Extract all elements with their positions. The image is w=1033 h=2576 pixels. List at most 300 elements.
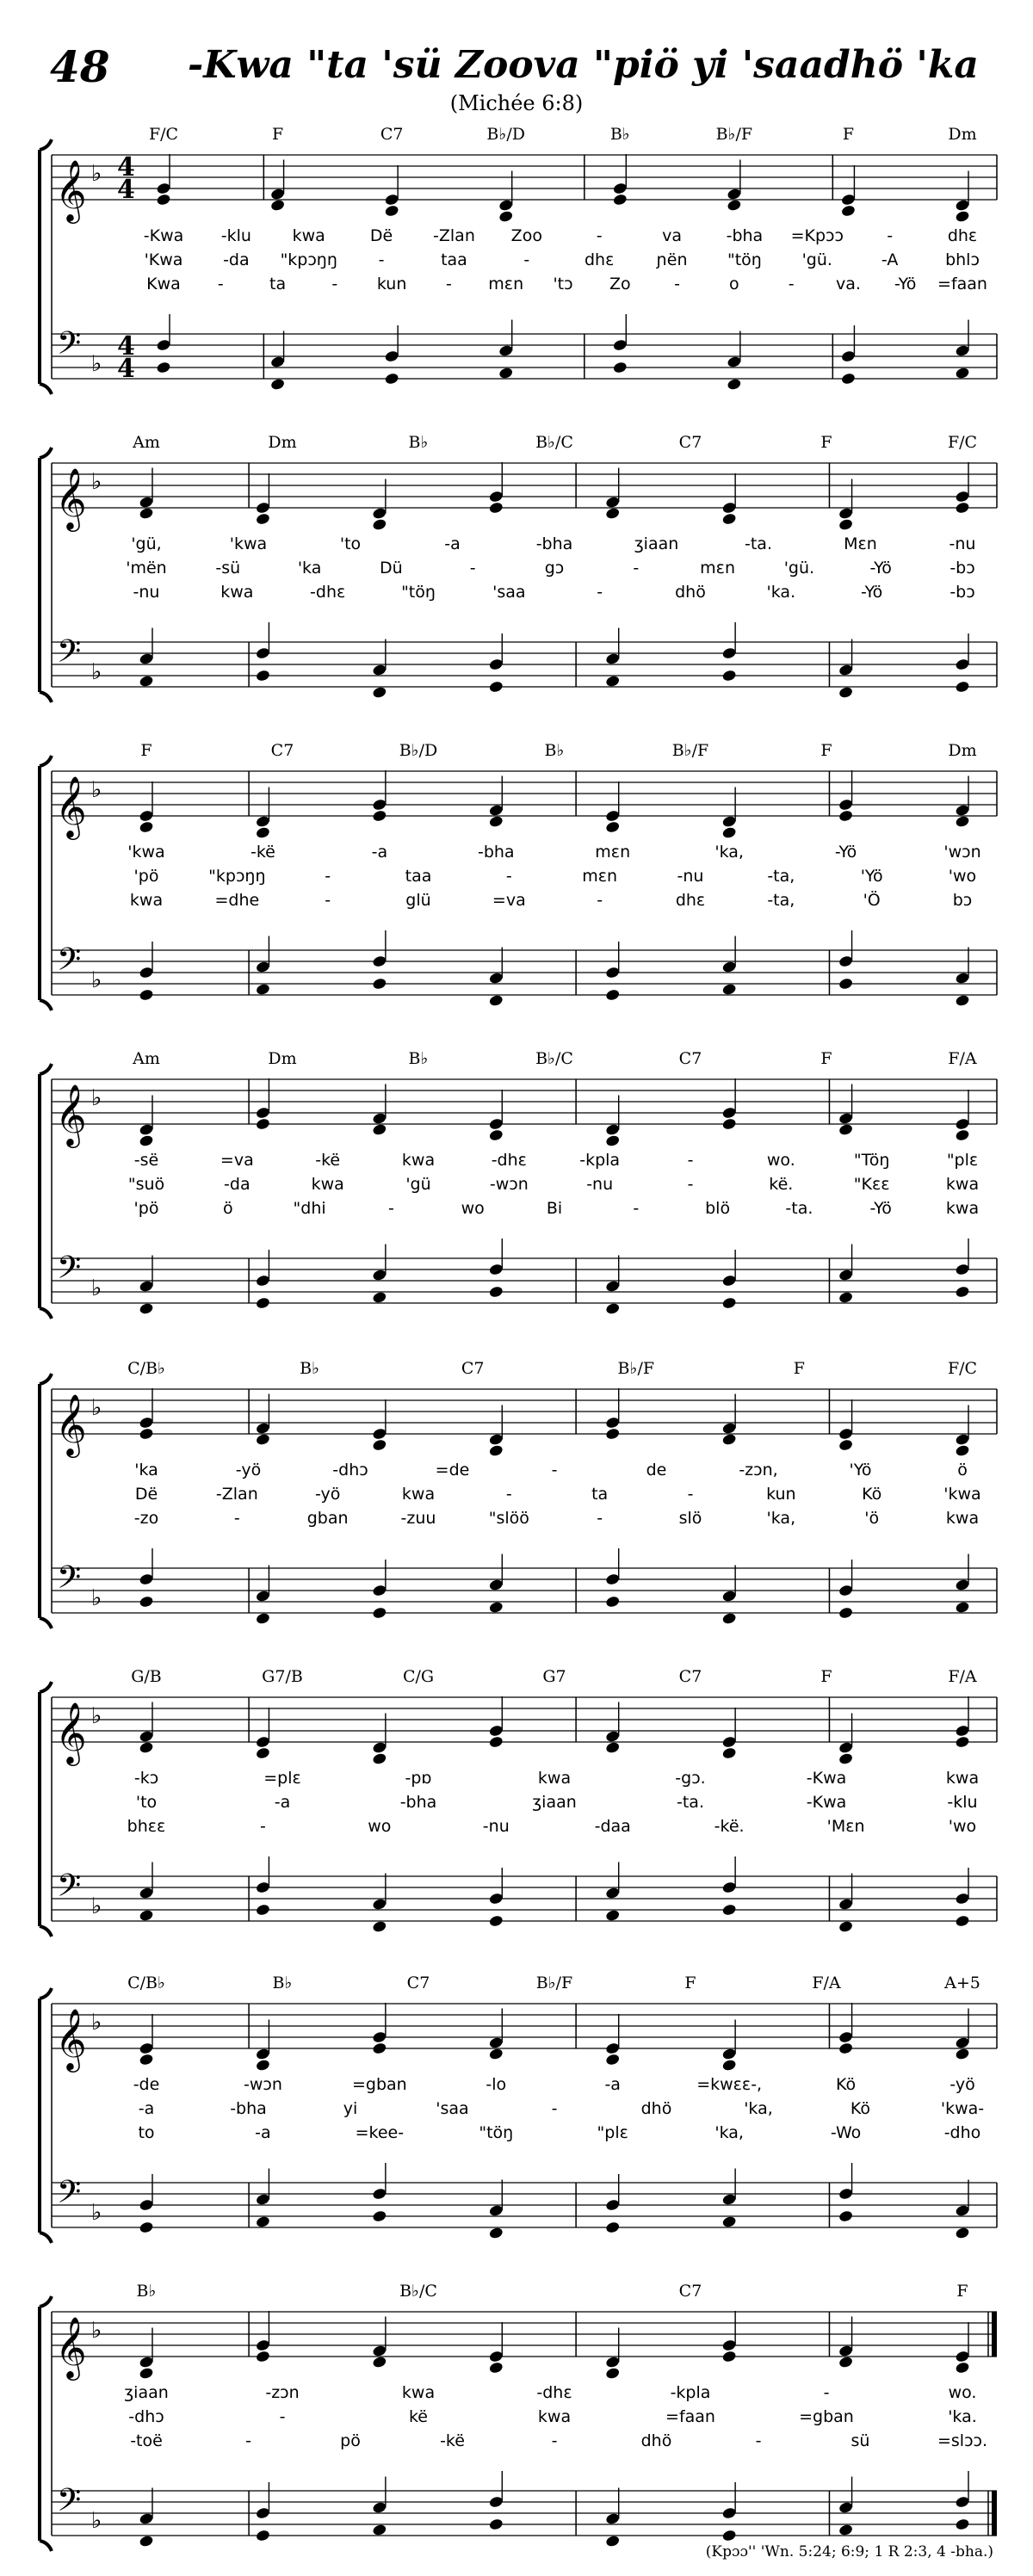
lyric-syllable: ta — [269, 275, 287, 293]
key-signature-flat: ♭ — [91, 967, 102, 993]
lyric-syllable: kun — [766, 1485, 796, 1504]
treble-note-head — [721, 1422, 737, 1435]
lyric-syllable: -zɔn, — [739, 1461, 778, 1480]
lyric-syllable: - — [523, 250, 530, 269]
bass-note-head — [838, 2209, 854, 2222]
bass-note-head — [838, 1606, 854, 1619]
bass-note-head — [372, 977, 387, 990]
chord-symbol: B♭ — [408, 433, 429, 452]
treble-note-head — [838, 2356, 854, 2369]
hymn-number: 48 — [50, 41, 110, 92]
lyric-syllable: -Kwa — [806, 1769, 847, 1788]
lyric-syllable: "plɛ — [946, 1151, 979, 1170]
bass-note-head — [488, 2204, 504, 2217]
time-signature-top: 4 — [117, 331, 135, 361]
lyric-syllable: -ta, — [767, 867, 795, 886]
bass-note-head — [721, 2529, 737, 2542]
bass-clef: 𝄢 — [57, 1868, 82, 1912]
lyric-syllable: dhɛ — [584, 250, 615, 269]
bass-note-head — [721, 1274, 737, 1287]
lyric-syllable: 'wɔn — [943, 843, 981, 862]
treble-note-head — [605, 2042, 621, 2054]
lyric-syllable: -lo — [486, 2075, 507, 2094]
bass-note-head — [488, 972, 504, 985]
lyric-syllable: =Kpɔɔ — [790, 226, 844, 245]
treble-note-head — [372, 1123, 387, 1136]
lyric-syllable: wo. — [766, 1151, 795, 1170]
lyric-syllable: ʒiaan — [532, 1793, 577, 1812]
chord-symbol: F/C — [947, 433, 978, 452]
lyric-syllable: 'saa — [436, 2099, 469, 2118]
lyric-syllable: - — [387, 1199, 394, 1218]
lyric-syllable: 'kwa — [127, 843, 165, 862]
lyric-syllable: taa — [405, 867, 432, 886]
key-signature-flat: ♭ — [91, 1395, 102, 1421]
bass-note-head — [838, 1920, 854, 1933]
chord-symbol: B♭/D — [486, 125, 525, 144]
treble-note-head — [721, 2059, 737, 2072]
bass-note-head — [721, 1903, 737, 1916]
lyric-syllable: 'Kwa — [144, 250, 183, 269]
bass-note-head — [955, 680, 970, 693]
chord-symbol: C7 — [461, 1359, 485, 1378]
treble-note-head — [139, 1416, 154, 1429]
bass-note-head — [955, 1285, 970, 1298]
bass-note-head — [372, 1898, 387, 1911]
chord-symbol: B♭ — [300, 1359, 320, 1378]
chord-symbol: F — [820, 433, 832, 452]
bass-note-head — [955, 658, 970, 670]
bass-clef: 𝄢 — [57, 2174, 82, 2218]
treble-note-head — [838, 507, 854, 520]
lyric-syllable: =plɛ — [263, 1769, 301, 1788]
bass-note-head — [955, 1892, 970, 1905]
lyric-syllable: 'kwa — [943, 1485, 981, 1504]
lyric-syllable: -yö — [235, 1461, 262, 1480]
bass-note-head — [488, 2517, 504, 2530]
bass-note-head — [255, 983, 270, 996]
lyric-syllable: =slɔɔ. — [937, 2431, 988, 2450]
lyric-syllable: 'Yö — [860, 867, 883, 886]
bass-note-head — [605, 1280, 621, 1293]
treble-clef: 𝄞 — [55, 1701, 87, 1764]
lyric-syllable: -Kwa — [143, 226, 184, 245]
bass-note-head — [488, 658, 504, 670]
lyric-syllable: - — [687, 1151, 694, 1170]
lyric-syllable: - — [687, 1175, 694, 1194]
treble-note-head — [605, 507, 621, 520]
treble-note-head — [488, 1735, 504, 1748]
treble-clef: 𝄞 — [55, 1083, 87, 1146]
lyric-syllable: o — [729, 275, 739, 293]
treble-note-head — [721, 826, 737, 839]
bass-note-head — [721, 1881, 737, 1893]
treble-note-head — [605, 2367, 621, 2380]
treble-note-head — [139, 2356, 154, 2369]
lyric-syllable: -nu — [133, 583, 160, 602]
lyric-syllable: -Yö — [894, 275, 917, 293]
lyric-syllable: "slöö — [488, 1509, 529, 1528]
bass-note-head — [139, 1280, 154, 1293]
bass-note-head — [605, 1302, 621, 1315]
lyric-syllable: kwa — [945, 1769, 980, 1788]
lyric-syllable: -gɔ. — [675, 1769, 706, 1788]
bass-note-head — [139, 1572, 154, 1585]
bass-note-head — [605, 1909, 621, 1922]
treble-note-head — [255, 815, 270, 828]
lyric-syllable: Kwa — [146, 275, 181, 293]
bass-note-head — [605, 1887, 621, 1900]
bass-note-head — [605, 966, 621, 979]
bass-note-head — [255, 961, 270, 973]
bass-note-head — [488, 1578, 504, 1591]
lyric-syllable: "suö — [127, 1175, 165, 1194]
bass-note-head — [372, 2523, 387, 2536]
treble-note-head — [838, 518, 854, 531]
treble-note-head — [156, 182, 171, 195]
treble-note-head — [955, 2361, 970, 2374]
lyric-syllable: slö — [678, 1509, 702, 1528]
chord-symbol: Dm — [268, 1049, 297, 1068]
lyric-syllable: wo — [368, 1817, 392, 1836]
treble-note-head — [721, 512, 737, 525]
treble-note-head — [488, 1724, 504, 1737]
chord-symbol: F/A — [812, 1974, 841, 1992]
bass-clef: 𝄢 — [57, 1560, 82, 1603]
bass-clef: 𝄢 — [57, 942, 82, 985]
bass-note-head — [838, 954, 854, 967]
key-signature-flat: ♭ — [91, 1703, 102, 1729]
lyric-syllable: -kë — [250, 843, 275, 862]
bass-note-head — [255, 2193, 270, 2206]
key-signature-flat: ♭ — [91, 1893, 102, 1919]
treble-note-head — [838, 1112, 854, 1125]
lyric-syllable: - — [233, 1509, 240, 1528]
lyric-syllable: Dë — [134, 1485, 158, 1504]
treble-note-head — [488, 1444, 504, 1457]
chord-symbol: B♭/C — [399, 2282, 437, 2301]
lyric-syllable: -Kwa — [806, 1793, 847, 1812]
lyric-syllable: ɲën — [656, 250, 688, 269]
treble-note-head — [255, 1433, 270, 1446]
key-signature-flat: ♭ — [91, 2318, 102, 2344]
treble-note-head — [955, 210, 970, 223]
lyric-syllable: blö — [705, 1199, 731, 1218]
lyric-syllable: -nu — [677, 867, 704, 886]
lyric-syllable: 'ka, — [714, 843, 744, 862]
lyric-syllable: =faan — [665, 2407, 715, 2426]
bass-note-head — [605, 1595, 621, 1608]
bass-note-head — [270, 355, 286, 368]
chord-symbol: C/B♭ — [127, 1974, 165, 1992]
bass-note-head — [488, 1285, 504, 1298]
treble-note-head — [139, 1730, 154, 1743]
lyric-syllable: taa — [441, 250, 467, 269]
lyric-syllable: -zuu — [400, 1509, 436, 1528]
treble-note-head — [721, 2338, 737, 2351]
chord-symbol: B♭/F — [617, 1359, 655, 1378]
bass-note-head — [255, 1590, 270, 1603]
lyric-syllable: kwa — [945, 1175, 980, 1194]
bass-note-head — [838, 977, 854, 990]
chord-symbol: C/B♭ — [127, 1359, 165, 1378]
chord-symbol: C7 — [380, 125, 404, 144]
scripture-reference: (Michée 6:8) — [449, 91, 584, 115]
lyric-syllable: - — [469, 559, 476, 578]
chord-symbol: Am — [133, 433, 160, 452]
bass-note-head — [838, 664, 854, 676]
bass-note-head — [955, 2517, 970, 2530]
hymn-title: -Kwa "ta 'sü Zoova "piö yi 'saadhö 'ka — [188, 43, 979, 87]
lyric-syllable: dhɛ — [675, 891, 706, 910]
treble-note-head — [721, 815, 737, 828]
treble-note-head — [955, 2048, 970, 2060]
bass-note-head — [605, 988, 621, 1001]
treble-note-head — [838, 1752, 854, 1765]
bass-note-head — [721, 961, 737, 973]
treble-note-head — [255, 2350, 270, 2363]
treble-note-head — [721, 1106, 737, 1119]
treble-note-head — [270, 199, 286, 212]
lyric-syllable: -bha — [477, 843, 515, 862]
lyric-syllable: - — [633, 1199, 640, 1218]
bass-note-head — [955, 1578, 970, 1591]
lyric-syllable: wo. — [948, 2383, 977, 2402]
lyric-syllable: - — [551, 2431, 558, 2450]
lyric-syllable: 'gü, — [131, 534, 162, 553]
bass-note-head — [498, 367, 514, 380]
lyric-syllable: - — [755, 2431, 762, 2450]
lyric-syllable: 'Ö — [863, 891, 881, 910]
lyric-syllable: "töŋ — [479, 2123, 514, 2142]
lyric-syllable: gban — [306, 1509, 349, 1528]
lyric-syllable: - — [505, 867, 512, 886]
treble-note-head — [139, 496, 154, 509]
chord-symbol: F/C — [148, 125, 179, 144]
lyric-syllable: -ta. — [785, 1199, 813, 1218]
lyric-syllable: -dhɛ — [491, 1151, 527, 1170]
lyric-syllable: mɛn — [700, 559, 736, 578]
lyric-syllable: -Yö — [834, 843, 857, 862]
treble-note-head — [372, 507, 387, 520]
bass-note-head — [255, 646, 270, 659]
bass-note-head — [372, 664, 387, 676]
lyric-syllable: ʒiaan — [634, 534, 679, 553]
treble-note-head — [139, 2367, 154, 2380]
treble-note-head — [255, 826, 270, 839]
bass-note-head — [139, 2198, 154, 2211]
chord-symbol: B♭ — [272, 1974, 293, 1992]
bass-note-head — [840, 349, 856, 362]
lyric-syllable: kë — [408, 2407, 429, 2426]
treble-note-head — [498, 210, 514, 223]
bass-note-head — [255, 669, 270, 682]
treble-note-head — [372, 1112, 387, 1125]
bass-note-head — [488, 680, 504, 693]
chord-symbol: G7 — [542, 1667, 566, 1686]
lyric-syllable: =faan — [937, 275, 987, 293]
lyric-syllable: dhö — [675, 583, 706, 602]
chord-symbol: C7 — [406, 1974, 430, 1992]
lyric-syllable: 'pö — [133, 867, 159, 886]
bass-note-head — [372, 2209, 387, 2222]
treble-note-head — [372, 1438, 387, 1451]
treble-note-head — [372, 2344, 387, 2357]
lyric-syllable: va — [662, 226, 682, 245]
treble-note-head — [488, 804, 504, 817]
treble-note-head — [605, 1730, 621, 1743]
lyric-syllable: - — [505, 1485, 512, 1504]
lyric-syllable: dhɛ — [947, 226, 978, 245]
lyric-syllable: -toë — [130, 2431, 163, 2450]
bass-note-head — [372, 1920, 387, 1933]
treble-note-head — [838, 809, 854, 822]
lyric-syllable: -ta. — [677, 1793, 704, 1812]
key-signature-flat: ♭ — [91, 469, 102, 495]
lyric-syllable: - — [788, 275, 795, 293]
bass-note-head — [605, 652, 621, 665]
key-signature-flat: ♭ — [91, 2508, 102, 2534]
treble-note-head — [955, 1433, 970, 1446]
treble-note-head — [270, 188, 286, 201]
system-bracket — [40, 756, 52, 1010]
lyric-syllable: Dë — [369, 226, 393, 245]
lyric-syllable: - — [331, 275, 338, 293]
lyric-syllable: - — [633, 559, 640, 578]
bass-note-head — [498, 344, 514, 357]
treble-note-head — [955, 804, 970, 817]
lyric-syllable: kun — [376, 275, 407, 293]
lyric-syllable: - — [259, 1817, 266, 1836]
treble-note-head — [255, 1106, 270, 1119]
bass-note-head — [838, 1584, 854, 1597]
chord-symbol: A+5 — [944, 1974, 980, 1992]
bass-note-head — [384, 372, 399, 385]
chord-symbol: F/A — [948, 1049, 977, 1068]
treble-note-head — [255, 1117, 270, 1130]
treble-note-head — [488, 2350, 504, 2363]
bass-note-head — [372, 954, 387, 967]
lyric-syllable: =kwɛɛ-, — [696, 2075, 763, 2094]
treble-note-head — [605, 1741, 621, 1754]
bass-note-head — [955, 1601, 970, 1614]
treble-note-head — [838, 1741, 854, 1754]
treble-note-head — [488, 501, 504, 514]
lyric-syllable: - — [823, 2383, 830, 2402]
lyric-syllable: -Yö — [861, 583, 883, 602]
chord-symbol: C7 — [678, 2282, 702, 2301]
lyric-syllable: va. — [835, 275, 861, 293]
key-signature-flat: ♭ — [91, 1276, 102, 1301]
bass-note-head — [721, 1296, 737, 1309]
chord-symbol: Dm — [948, 125, 977, 144]
chord-symbol: F — [956, 2282, 968, 2301]
lyric-syllable: -nu — [482, 1817, 510, 1836]
lyric-syllable: -kë — [315, 1151, 341, 1170]
treble-note-head — [838, 2030, 854, 2043]
bass-note-head — [139, 2535, 154, 2548]
lyric-syllable: 'wo — [948, 867, 977, 886]
lyric-syllable: -a — [444, 534, 461, 553]
treble-note-head — [727, 199, 742, 212]
lyric-syllable: 'gü. — [783, 559, 815, 578]
treble-note-head — [605, 2053, 621, 2066]
treble-note-head — [139, 820, 154, 833]
treble-note-head — [605, 496, 621, 509]
treble-note-head — [612, 193, 628, 206]
lyric-syllable: - — [596, 226, 603, 245]
lyric-syllable: =de — [435, 1461, 470, 1480]
treble-note-head — [488, 2361, 504, 2374]
chord-symbol: G7/B — [262, 1667, 303, 1686]
chord-symbol: C7 — [270, 741, 294, 760]
bass-note-head — [488, 1601, 504, 1614]
lyric-syllable: -da — [224, 1175, 251, 1194]
lyric-syllable: =dhe — [214, 891, 260, 910]
chord-symbol: B♭ — [544, 741, 565, 760]
lyric-syllable: -bha — [535, 534, 573, 553]
lyric-syllable: Kö — [850, 2099, 871, 2118]
treble-note-head — [372, 1427, 387, 1440]
lyric-syllable: -së — [133, 1151, 159, 1170]
lyric-syllable: "kpɔŋŋ — [208, 867, 266, 886]
bass-note-head — [372, 2187, 387, 2200]
bass-note-head — [139, 2221, 154, 2233]
lyric-syllable: 'ö — [864, 1509, 880, 1528]
system-bracket — [40, 1374, 52, 1628]
bass-note-head — [139, 1909, 154, 1922]
time-signature-bottom: 4 — [117, 175, 135, 205]
bass-note-head — [372, 1606, 387, 1619]
lyric-syllable: kwa — [401, 2383, 436, 2402]
bass-note-head — [955, 1914, 970, 1927]
lyric-syllable: -nu — [586, 1175, 614, 1194]
key-signature-flat: ♭ — [91, 777, 102, 803]
treble-note-head — [488, 815, 504, 828]
lyric-syllable: -Zlan — [433, 226, 475, 245]
lyric-syllable: -sü — [215, 559, 241, 578]
chord-symbol: Dm — [268, 433, 297, 452]
lyric-syllable: 'gü — [405, 1175, 431, 1194]
treble-note-head — [255, 1735, 270, 1748]
bass-note-head — [255, 1903, 270, 1916]
treble-clef: 𝄞 — [55, 158, 87, 221]
bass-note-head — [721, 2506, 737, 2519]
treble-note-head — [955, 490, 970, 503]
bass-note-head — [139, 2512, 154, 2525]
bass-note-head — [488, 1263, 504, 1276]
lyric-syllable: -kpla — [670, 2383, 711, 2402]
lyric-syllable: bɔ — [952, 891, 973, 910]
lyric-syllable: 'ka. — [766, 583, 796, 602]
chord-symbol: B♭/C — [535, 433, 573, 452]
lyric-syllable: - — [325, 891, 331, 910]
lyric-syllable: -bɔ — [949, 559, 975, 578]
bass-note-head — [955, 344, 970, 357]
bass-note-head — [488, 1914, 504, 1927]
lyric-syllable: -Wo — [830, 2123, 862, 2142]
chord-symbol: C7 — [678, 433, 702, 452]
lyric-syllable: -de — [133, 2075, 160, 2094]
treble-note-head — [955, 1444, 970, 1457]
lyric-syllable: Zoo — [510, 226, 542, 245]
bass-note-head — [372, 1269, 387, 1282]
treble-note-head — [838, 1123, 854, 1136]
treble-note-head — [840, 204, 856, 217]
lyric-syllable: - — [445, 275, 452, 293]
lyric-syllable: -yö — [314, 1485, 341, 1504]
bass-note-head — [139, 1595, 154, 1608]
